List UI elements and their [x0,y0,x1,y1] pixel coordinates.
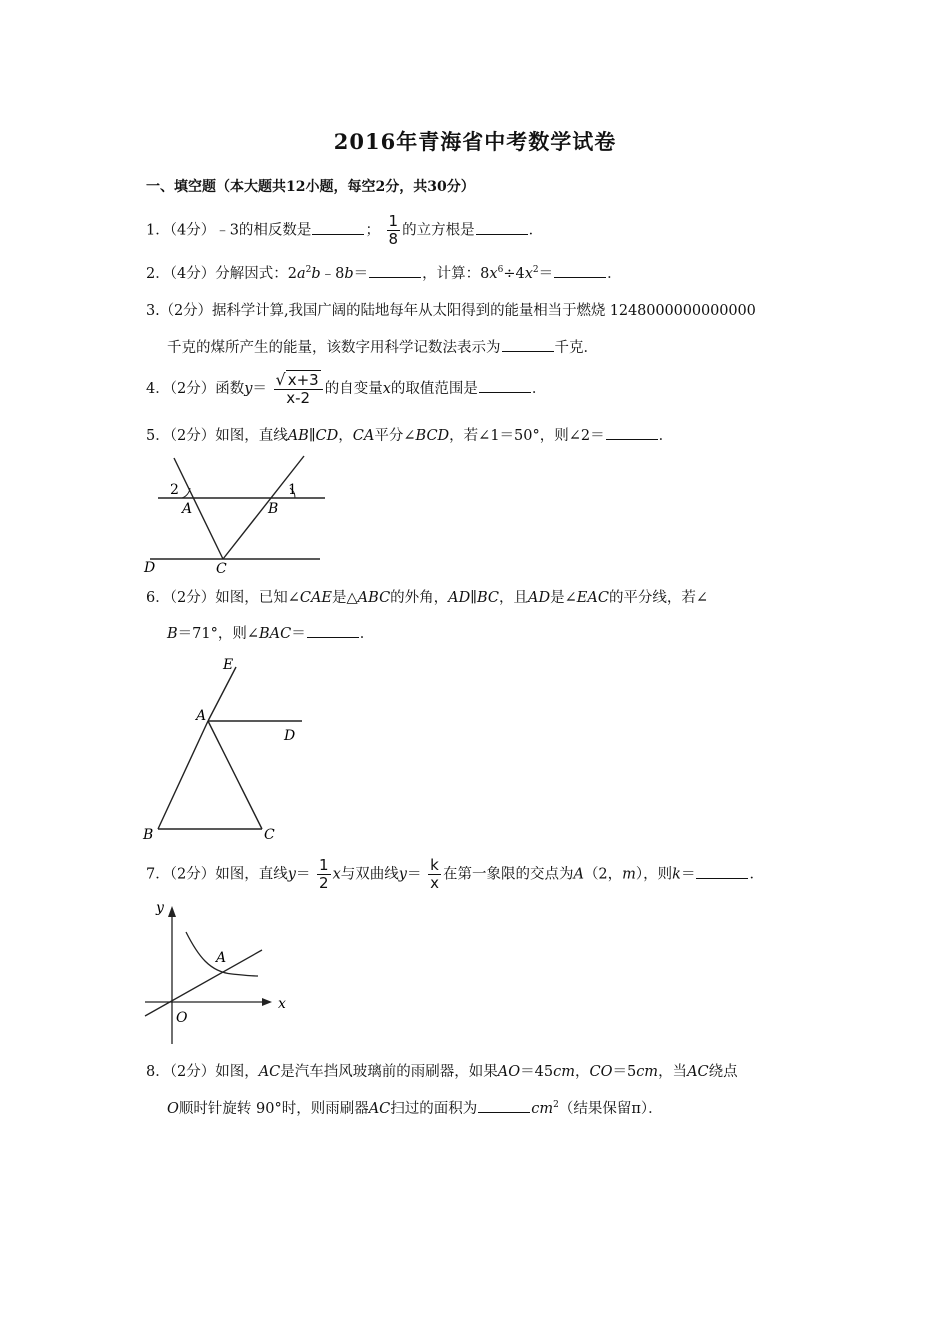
question-1: 1．（4分）﹣3的相反数是 ； $\frac{1}{8}$ 的立方根是 ． [146,212,544,248]
question-2: 2．（4分）分解因式：$2a^2b﹣8b=$ ，计算：$8x^6\div 4x^2=$ ． [146,265,622,282]
label-a: A [182,501,193,517]
label-c: C [264,827,275,843]
question-5: 5．（2分）如图，直线AB∥CD，CA平分∠BCD，若∠1＝50°，则∠2＝ ． [146,428,674,444]
label-a: A [216,950,227,966]
label-c: C [216,561,227,576]
label-o: O [176,1010,188,1026]
label-b: B [268,501,279,517]
label-1: 1 [288,482,297,498]
answer-blank [478,1100,530,1113]
answer-blank [476,222,528,235]
line-ab [158,721,208,829]
fraction: $\frac{k}{x}$ [430,856,439,892]
label-a: A [196,708,207,724]
question-3-line-2: 千克的煤所产生的能量，该数字用科学记数法表示为 千克． [167,340,598,356]
answer-blank [606,427,658,440]
label-b: B [143,827,154,843]
answer-blank [502,339,554,352]
y-axis-arrow [168,906,176,917]
fraction: $\frac{1}{8}$ [388,212,399,248]
x-axis-arrow [262,998,272,1006]
label-d: D [284,728,296,744]
question-4: 4．（2分）函数y＝ $\frac{√ x+3}{x-2}$ 的自变量x的取值范围是 ． [146,370,547,407]
question-8-line-1: 8．（2分）如图，AC是汽车挡风玻璃前的雨刷器，如果AO＝45cm，CO＝5cm，当AC绕点 [146,1064,738,1080]
answer-blank [554,265,606,278]
label-d: D [144,560,156,576]
label-x: x [278,996,286,1012]
fraction: $\frac{√ x+3}{x-2}$ [274,371,323,407]
answer-blank [696,866,748,879]
fraction: $\frac{1}{2}$ [319,856,329,892]
question-6-line-1: 6．（2分）如图，已知∠CAE是△ABC的外角，AD∥BC，且AD是∠EAC的平分线，若∠ [146,590,709,606]
answer-blank [369,265,421,278]
label-e: E [223,657,234,673]
question-6-line-2: B＝71°，则∠BAC＝ ． [167,626,375,642]
question-8-line-2: O顺时针旋转 90°时，则雨刷器AC扫过的面积为 $cm^2$（结果保留π）． [167,1100,663,1117]
page-title: 2016年青海省中考数学试卷 [333,129,617,154]
figure-7 [140,896,300,1046]
label-2: 2 [170,482,179,498]
line-ac [208,721,262,829]
line-ea [208,667,236,721]
figure-5 [140,452,330,576]
answer-blank [307,625,359,638]
question-7: 7．（2分）如图，直线y＝ $\frac{1}{2}$ x与双曲线y＝ $\frac{k}{x}$ 在第一象限的交点为A（2，m），则k＝ ． [146,856,764,892]
question-3-line-1: 3.（2分）据科学计算,我国广阔的陆地每年从太阳得到的能量相当于燃烧 1248000000000000 [146,303,756,319]
figure-6 [140,655,310,845]
section-heading: 一、填空题（本大题共12小题，每空2分，共30分） [146,179,475,195]
label-y: y [156,900,164,916]
answer-blank [479,380,531,393]
answer-blank [312,222,364,235]
line-cb [223,456,304,559]
